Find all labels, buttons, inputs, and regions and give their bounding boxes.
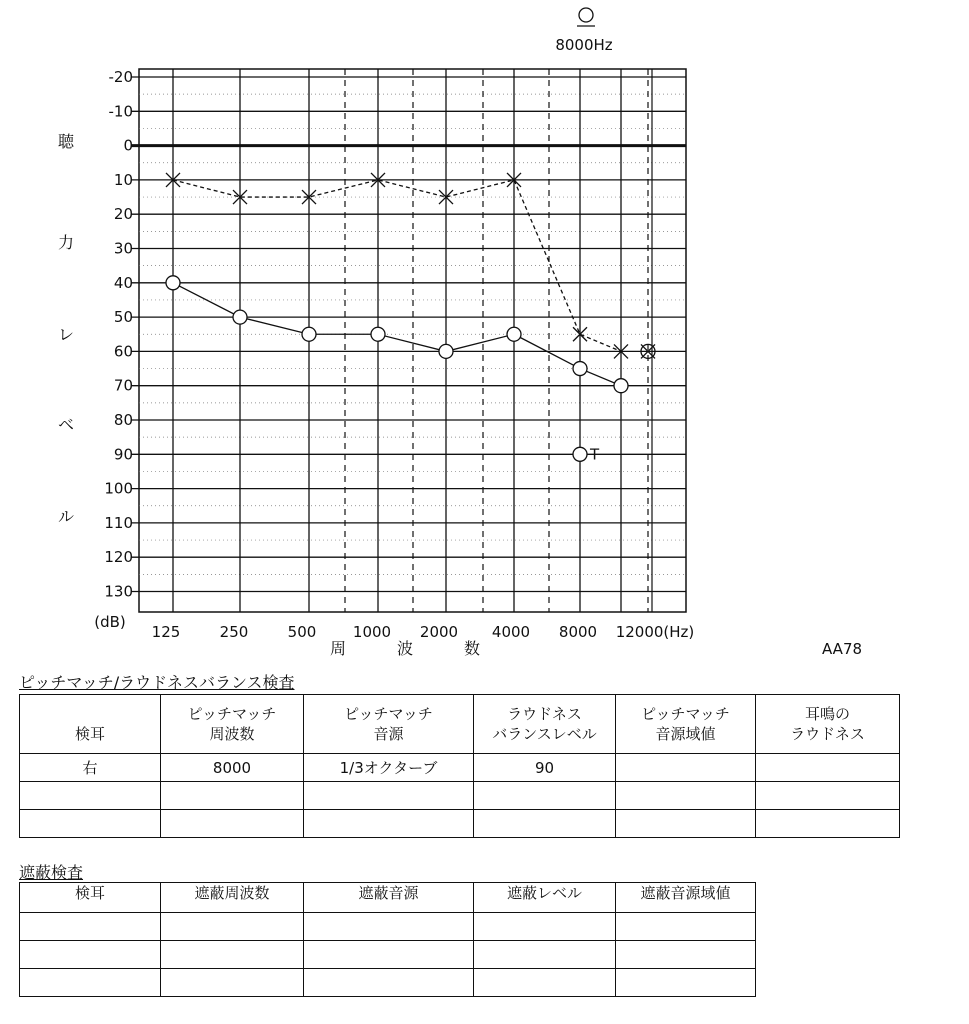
x-axis-label-char: 波	[396, 639, 414, 658]
y-tick-label: -10	[108, 102, 133, 121]
table-cell	[20, 913, 161, 941]
header-cell: 耳鳴の ラウドネス	[756, 695, 900, 754]
table-cell	[20, 969, 161, 997]
table-cell	[304, 941, 474, 969]
table-cell	[474, 941, 616, 969]
y-axis-unit: (dB)	[94, 613, 126, 631]
y-tick-label: 40	[113, 273, 133, 292]
table-cell	[474, 782, 616, 810]
header-cell: 遮蔽音源	[304, 883, 474, 913]
pitch-match-title: ピッチマッチ/ラウドネスバランス検査	[19, 673, 295, 692]
table-cell	[474, 810, 616, 838]
table-cell	[304, 782, 474, 810]
data-point-circle	[507, 327, 521, 341]
table-row	[20, 941, 756, 969]
annotation-label: T	[590, 445, 600, 464]
x-axis-label-char: 数	[463, 639, 481, 658]
y-axis-label-char: 聴	[57, 132, 75, 151]
table-row	[20, 782, 900, 810]
y-tick-label: 110	[104, 513, 133, 532]
legend-circle-marker	[579, 8, 593, 22]
header-cell: 遮蔽レベル	[474, 883, 616, 913]
chart-code-label: AA78	[822, 640, 863, 658]
table-cell: 1/3オクターブ	[304, 754, 474, 782]
y-tick-label: 80	[113, 411, 133, 429]
y-tick-label: -20	[108, 68, 133, 86]
x-tick-label: 500	[287, 623, 317, 641]
y-tick-label: 0	[123, 136, 133, 155]
x-tick-label: 1000	[352, 623, 392, 641]
y-tick-label: 120	[104, 548, 133, 567]
header-cell: ピッチマッチ 周波数	[161, 695, 304, 754]
header-cell: 遮蔽周波数	[161, 883, 304, 913]
table-cell	[20, 810, 161, 838]
y-tick-label: 130	[104, 582, 133, 601]
chart-grid	[131, 69, 686, 612]
header-cell: 検耳	[20, 695, 161, 754]
data-point-circle	[166, 276, 180, 290]
table-cell: 90	[474, 754, 616, 782]
x-tick-label: 250	[219, 623, 249, 641]
masking-table	[19, 882, 756, 997]
data-point-circle	[302, 327, 316, 341]
y-tick-label: 100	[104, 479, 133, 498]
chart-axes	[58, 68, 694, 658]
y-tick-label: 10	[113, 170, 133, 189]
table-cell	[161, 941, 304, 969]
annotation-circle	[573, 447, 587, 461]
data-point-circle	[439, 344, 453, 358]
header-cell: ラウドネス バランスレベル	[474, 695, 616, 754]
table-header-row	[20, 695, 900, 754]
table-cell	[304, 969, 474, 997]
table-cell	[20, 782, 161, 810]
table-cell	[756, 810, 900, 838]
x-tick-label: 125	[151, 623, 181, 641]
pitch-match-table	[19, 694, 900, 838]
x-tick-label: 2000	[419, 623, 459, 641]
y-tick-label: 50	[113, 308, 133, 327]
table-cell: 右	[20, 754, 161, 782]
y-axis-label-char: ベ	[57, 415, 75, 434]
data-point-circle	[573, 362, 587, 376]
table-row	[20, 913, 756, 941]
x-tick-label: 4000	[491, 623, 531, 641]
table-cell	[20, 941, 161, 969]
header-cell: 検耳	[20, 883, 161, 913]
table-cell	[616, 782, 756, 810]
y-tick-label: 70	[113, 376, 133, 395]
y-tick-label: 90	[113, 445, 133, 464]
table-cell	[161, 913, 304, 941]
y-axis-label-char: レ	[57, 325, 75, 344]
x-axis-label-char: 周	[329, 639, 347, 658]
header-cell: ピッチマッチ 音源域値	[616, 695, 756, 754]
table-cell	[616, 810, 756, 838]
table-cell	[474, 913, 616, 941]
table-cell	[616, 941, 756, 969]
y-axis-label-char: ル	[57, 507, 75, 526]
table-cell	[304, 810, 474, 838]
masking-title: 遮蔽検査	[19, 863, 84, 882]
table-row	[20, 754, 900, 782]
table-cell	[161, 782, 304, 810]
header-cell: 遮蔽音源域値	[616, 883, 756, 913]
table-header-row	[20, 883, 756, 913]
table-cell	[616, 969, 756, 997]
table-cell	[161, 969, 304, 997]
data-point-circle	[371, 327, 385, 341]
chart-annotations	[555, 8, 655, 463]
y-tick-label: 20	[113, 205, 133, 224]
table-cell	[474, 969, 616, 997]
data-point-circle	[233, 310, 247, 324]
table-row	[20, 810, 900, 838]
x-tick-label: 12000(Hz)	[615, 623, 695, 641]
table-cell	[304, 913, 474, 941]
header-cell: ピッチマッチ 音源	[304, 695, 474, 754]
y-axis-label-char: 力	[57, 233, 75, 252]
table-row	[20, 969, 756, 997]
table-cell	[616, 913, 756, 941]
table-cell	[756, 754, 900, 782]
legend-frequency-label: 8000Hz	[555, 36, 613, 54]
table-cell	[161, 810, 304, 838]
table-cell: 8000	[161, 754, 304, 782]
x-tick-label: 8000	[558, 623, 598, 641]
table-cell	[756, 782, 900, 810]
table-cell	[616, 754, 756, 782]
y-tick-label: 30	[113, 239, 133, 258]
y-tick-label: 60	[113, 342, 133, 361]
data-point-circle	[614, 379, 628, 393]
